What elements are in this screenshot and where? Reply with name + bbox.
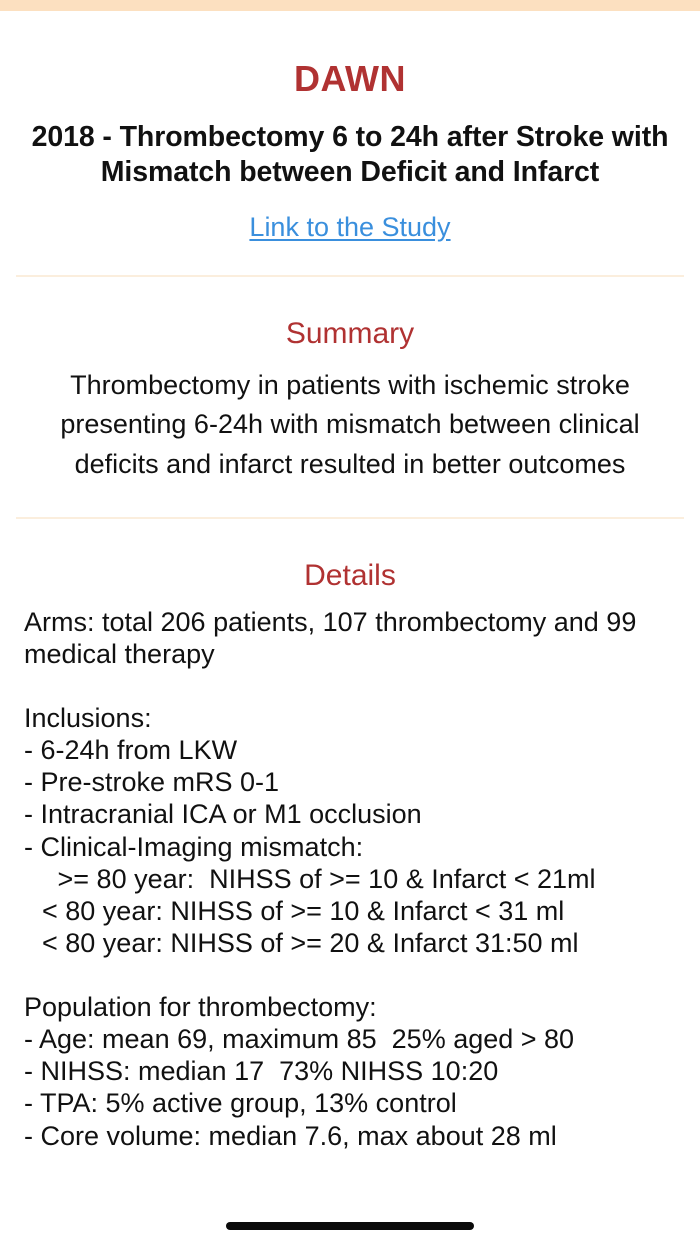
details-line: - NIHSS: median 17 73% NIHSS 10:20 xyxy=(24,1056,499,1087)
details-line: - 6-24h from LKW xyxy=(24,735,238,766)
details-line: < 80 year: NIHSS of >= 20 & Infarct 31:50 ml xyxy=(42,927,579,958)
home-indicator-container xyxy=(0,1222,700,1230)
page-content xyxy=(0,59,700,1152)
details-line: Inclusions: xyxy=(24,703,152,733)
summary-body: Thrombectomy in patients with ischemic stroke presenting 6-24h with mismatch between clinical deficits and infarct resulted in better outcomes xyxy=(60,369,640,480)
summary-heading: Summary xyxy=(285,316,415,350)
page-title: DAWN xyxy=(294,58,406,99)
details-body xyxy=(24,606,684,1152)
details-line: - TPA: 5% active group, 13% control xyxy=(24,1088,457,1119)
details-line: Arms: total 206 patients, 107 thrombectomy and 99 medical therapy xyxy=(24,606,644,669)
details-line: - Clinical-Imaging mismatch: xyxy=(24,831,364,862)
divider-bottom xyxy=(16,517,684,519)
link-to-the-study[interactable]: Link to the Study xyxy=(249,211,451,242)
details-line: - Core volume: median 7.6, max about 28 ml xyxy=(24,1120,557,1151)
home-indicator[interactable] xyxy=(226,1222,474,1230)
details-heading: Details xyxy=(304,558,396,592)
details-line-spacer xyxy=(24,670,684,702)
details-line: - Intracranial ICA or M1 occlusion xyxy=(24,799,422,830)
details-line: >= 80 year: NIHSS of >= 10 & Infarct < 21ml xyxy=(50,863,596,894)
details-line-spacer xyxy=(24,959,684,991)
status-bar xyxy=(0,0,700,11)
details-line: Population for thrombectomy: xyxy=(24,992,377,1022)
details-line: - Age: mean 69, maximum 85 25% aged > 80 xyxy=(24,1024,575,1055)
study-link-container xyxy=(16,212,684,243)
divider-top xyxy=(16,275,684,277)
details-line: < 80 year: NIHSS of >= 10 & Infarct < 31 ml xyxy=(42,895,565,926)
study-subtitle: 2018 - Thrombectomy 6 to 24h after Stroke with Mismatch between Deficit and Infarct xyxy=(31,120,669,188)
details-line: - Pre-stroke mRS 0-1 xyxy=(24,767,280,798)
